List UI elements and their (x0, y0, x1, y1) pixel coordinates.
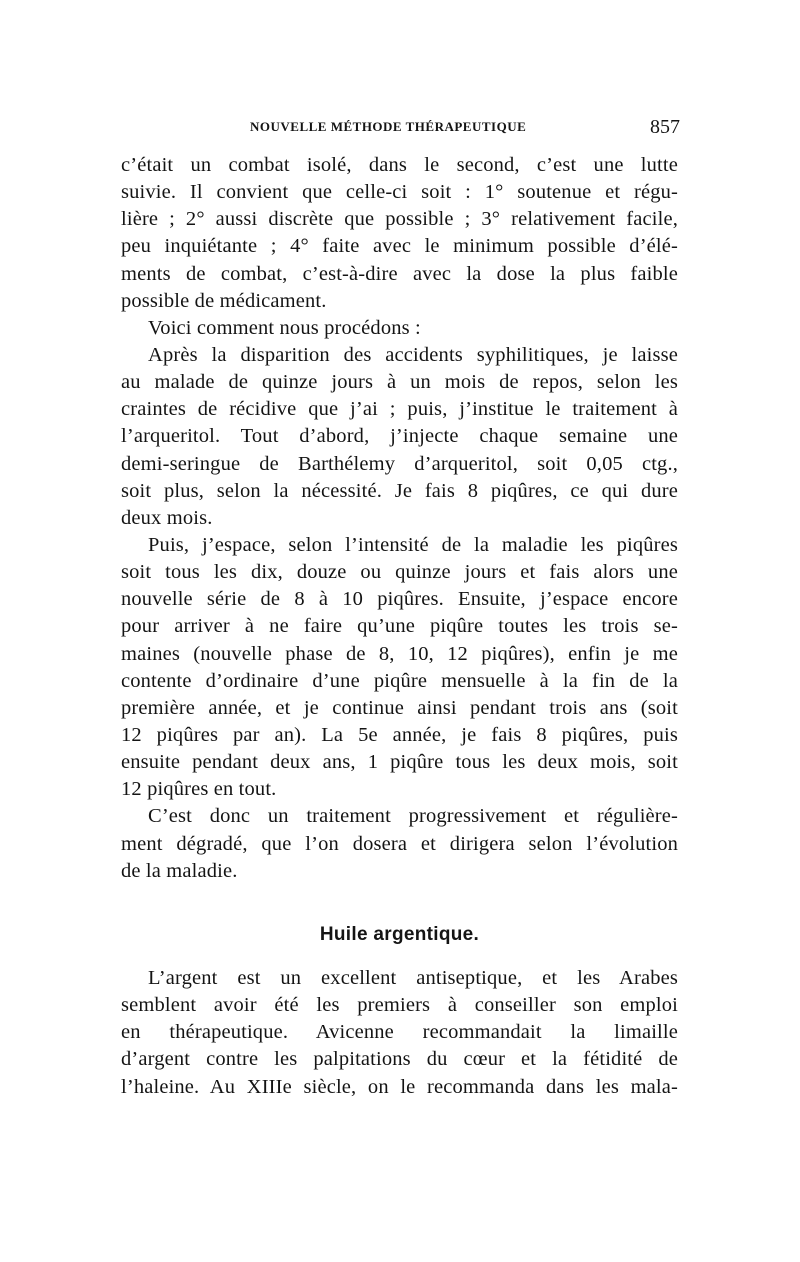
text-line: peu inquiétante ; 4° faite avec le minimum possible d’élé- (121, 235, 678, 258)
text-line: demi-seringue de Barthélemy d’arqueritol, soit 0,05 ctg., (121, 452, 678, 475)
text-line: contente d’ordinaire d’une piqûre mensuelle à la fin de la (121, 669, 678, 692)
body-text-block-1 (121, 152, 678, 885)
text-line: nouvelle série de 8 à 10 piqûres. Ensuite, j’espace encore (121, 588, 678, 611)
text-line: en thérapeutique. Avicenne recommandait la limaille (121, 1021, 678, 1044)
text-line: Après la disparition des accidents syphilitiques, je laisse (148, 343, 678, 366)
text-line: 12 piqûres par an). La 5e année, je fais 8 piqûres, puis (121, 723, 678, 746)
text-line: l’haleine. Au XIIIe siècle, on le recommanda dans les mala- (121, 1075, 678, 1098)
text-line: possible de médicament. (121, 289, 327, 312)
text-line: soit plus, selon la nécessité. Je fais 8 piqûres, ce qui dure (121, 479, 678, 502)
text-line: c’était un combat isolé, dans le second, c’est une lutte (121, 154, 678, 176)
text-line: lière ; 2° aussi discrète que possible ; 3° relativement facile, (121, 208, 678, 231)
running-title: NOUVELLE MÉTHODE THÉRAPEUTIQUE (250, 119, 527, 134)
text-line: C’est donc un traitement progressivement et régulière- (148, 805, 678, 828)
text-line: Voici comment nous procédons : (148, 316, 421, 339)
text-line: d’argent contre les palpitations du cœur et la fétidité de (121, 1048, 678, 1071)
text-line: semblent avoir été les premiers à conseiller son emploi (121, 994, 678, 1017)
text-line: première année, et je continue ainsi pendant trois ans (soit (121, 696, 678, 719)
text-line: de la maladie. (121, 859, 238, 882)
text-line: ensuite pendant deux ans, 1 piqûre tous les deux mois, soit (121, 751, 678, 774)
text-line: ment dégradé, que l’on dosera et dirigera selon l’évolution (121, 832, 678, 855)
text-line: maines (nouvelle phase de 8, 10, 12 piqûres), enfin je me (121, 642, 678, 665)
section-heading: Huile argentique. (319, 924, 480, 945)
body-text-block-2 (121, 965, 678, 1101)
text-line: deux mois. (121, 506, 213, 529)
text-line: pour arriver à ne faire qu’une piqûre toutes les trois se- (121, 615, 678, 638)
text-line: soit tous les dix, douze ou quinze jours et fais alors une (121, 561, 678, 584)
text-line: L’argent est un excellent antiseptique, et les Arabes (148, 967, 678, 989)
text-line: ments de combat, c’est-à-dire avec la dose la plus faible (121, 262, 678, 285)
text-line: Puis, j’espace, selon l’intensité de la maladie les piqûres (148, 533, 678, 556)
page-number: 857 (650, 116, 680, 138)
text-line: suivie. Il convient que celle-ci soit : 1° soutenue et régu- (121, 181, 678, 204)
text-line: 12 piqûres en tout. (121, 778, 277, 801)
text-line: craintes de récidive que j’ai ; puis, j’institue le traitement à (121, 398, 678, 421)
text-line: l’arqueritol. Tout d’abord, j’injecte chaque semaine une (121, 425, 678, 448)
running-head (120, 116, 680, 140)
section-heading-wrap (121, 924, 678, 946)
text-line: au malade de quinze jours à un mois de repos, selon les (121, 371, 678, 394)
